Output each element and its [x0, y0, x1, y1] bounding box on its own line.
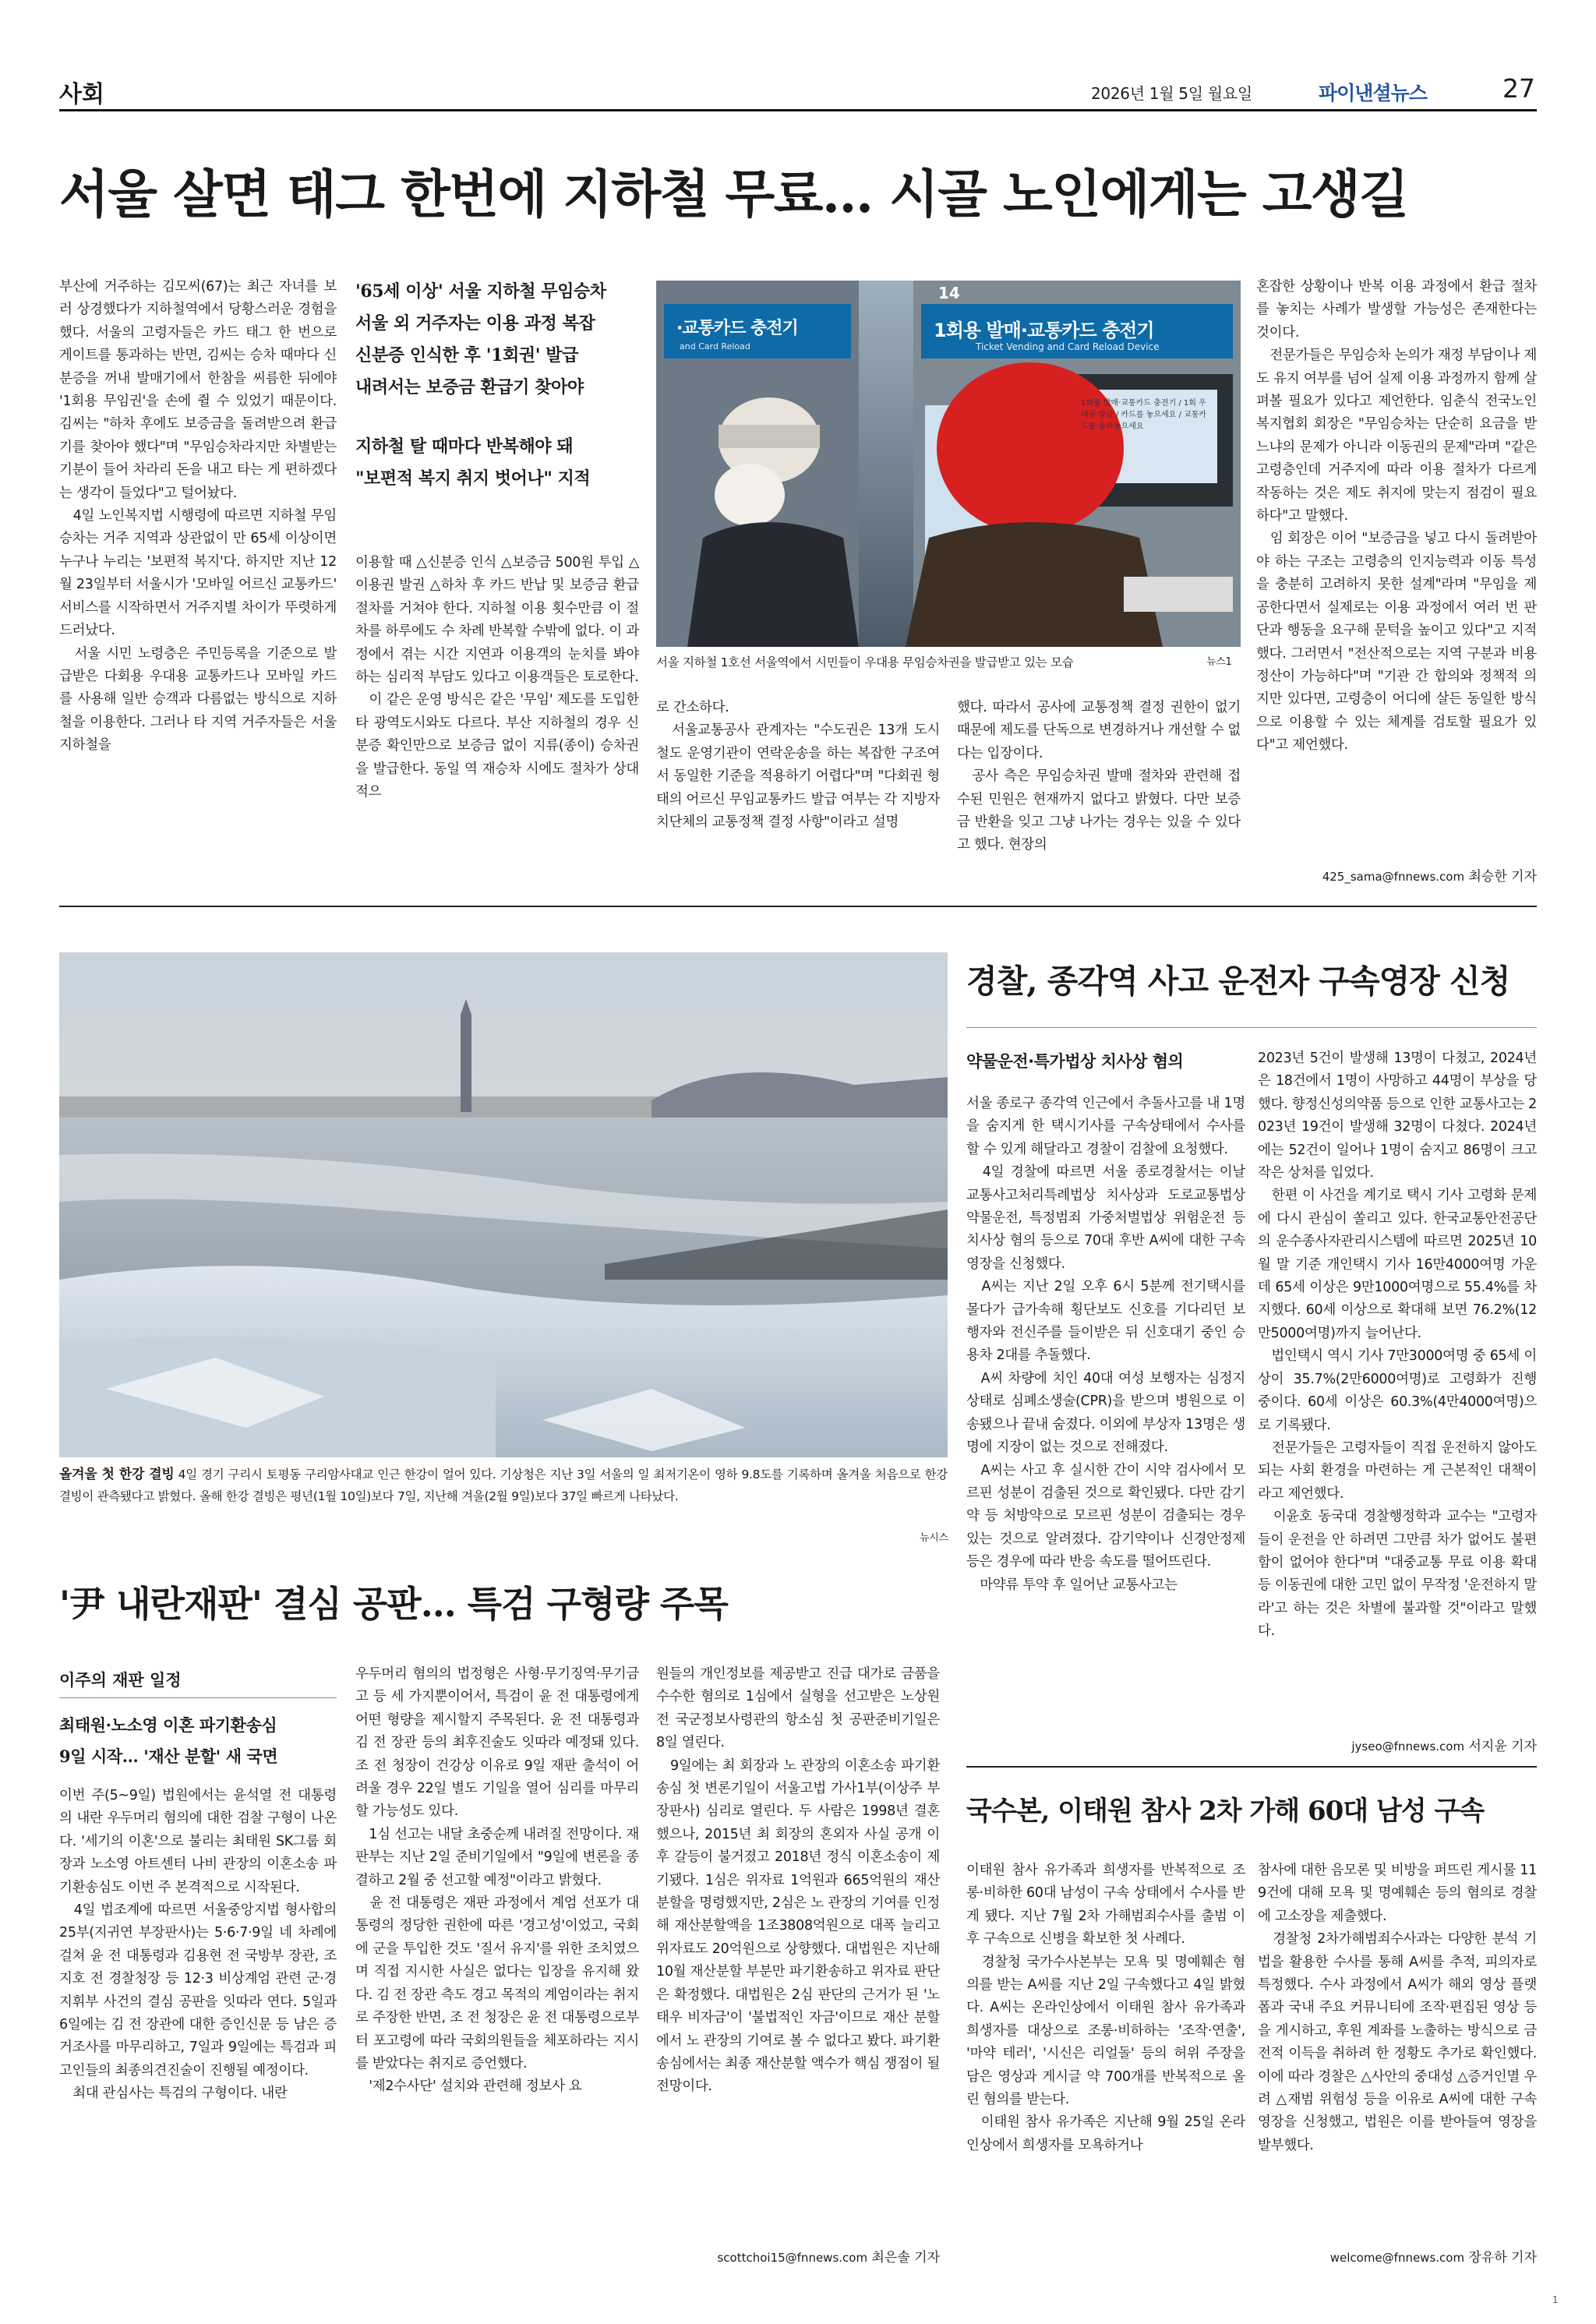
story4-headline: 국수본, 이태원 참사 2차 가해 60대 남성 구속 [966, 1796, 1485, 1827]
machine-sign: 1회용 발매·교통카드 충전기 [934, 320, 1154, 341]
machine-screen-text: 1회용 발매·교통카드 충전기 / 1회 우대권 발급 / 카드를 놓으세요 / 교통카드를 올려놓으세요 [1081, 399, 1207, 431]
subway-photo-caption: 서울 지하철 1호선 서울역에서 시민들이 우대용 무임승차권을 발급받고 있는 모습 [656, 655, 1074, 669]
story1-col5: 혼잡한 상황이나 반복 이용 과정에서 환급 절차를 놓치는 사례가 발생할 가능성은 존재한다는 것이다. 전문가들은 무임승차 논의가 재정 부담이나 제도 유지 여부를 넘어 실제 이용 과정까지 함께 살펴볼 필요가 있다고 제언한다. 임춘식 전국노인복지협회 회장은 "무임승차는 단순히 요금을 받느냐의 문제가 아니라 이동권의 문제"라며 "같은 고령층인데 거주지에 따라 이용 절차가 다르게 작동하는 것은 제도 취지에 맞는지 점검이 필요하다"고 말했다. 임 회장은 이어 "보증금을 넣고 다시 돌려받아야 하는 구조는 고령층의 인지능력과 이동 특성을 충분히 고려하지 못한 설계"라며 "무임을 제공한다면서 실제로는 이용 과정에서 여러 번 판단과 행동을 요구해 문턱을 높이고 있다"고 지적했다. 그러면서 "전산적으로는 지역 구분과 비용 정산이 가능하다"며 "기관 간 합의와 정책적 의지만 있다면, 고령층이 어디에 살든 동일한 방식으로 이용할 수 있는 체계를 검토할 필요가 있다"고 제언했다. [1256, 279, 1537, 754]
story1-col4: 했다. 따라서 공사에 교통정책 결정 권한이 없기 때문에 제도를 단독으로 변경하거나 개선할 수 없다는 입장이다. 공사 측은 무임승차권 발매 절차와 관련해 접수된 민원은 현재까지 없다고 밝혔다. 다만 보증금 반환을 잊고 그냥 나가는 경우는 있을 수 있다고 했다. 현장의 [957, 700, 1241, 853]
header-rule [59, 109, 1537, 111]
story2-byline-name: 서지윤 기자 [1468, 1739, 1537, 1754]
machine-sign-left: ·교통카드 충전기 [676, 319, 798, 338]
story2-col2: 2023년 5건이 발생해 13명이 다쳤고, 2024년은 18건에서 1명이 사망하고 44명이 부상을 당했다. 향정신성의약품 등으로 인한 교통사고는 2023년 19건이 발생해 32명이 다쳤다. 2024년에는 52건이 일어나 1명이 숨지고 86명이 크고 작은 상처를 입었다. 한편 이 사건을 계기로 택시 기사 고령화 문제에 다시 관심이 쏠리고 있다. 한국교통안전공단의 운수종사자관리시스템에 따르면 2025년 10월 말 기준 개인택시 기사 16만4000여명 가운데 65세 이상은 9만1000여명으로 55.4%를 차지했다. 60세 이상으로 확대해 보면 76.2%(12만5000여명)까지 늘어난다. 법인택시 역시 기사 7만3000여명 중 65세 이상이 35.7%(2만6000여명)로 고령화가 진행 중이다. 60세 이상은 60.3%(4만4000여명)으로 기록됐다. 전문가들은 고령자들이 직접 운전하지 않아도 되는 사회 환경을 마련하는 게 근본적인 대책이라고 제언했다. 이윤호 동국대 경찰행정학과 교수는 "고령자들이 운전을 안 하려면 그만큼 차가 없어도 불편함이 없어야 한다"며 "대중교통 무료 이용 확대 등 이동권에 대한 고민 없이 무작정 '운전하지 말라'고 하는 것은 차별에 불과할 것"이라고 말했다. [1258, 1051, 1537, 1640]
story1-headline: 서울 살면 태그 한번에 지하철 무료… 시골 노인에게는 고생길 [59, 164, 1408, 224]
issue-date: 2026년 1월 5일 월요일 [1091, 84, 1252, 103]
story4-byline-email: welcome@fnnews.com [1329, 2251, 1465, 2265]
story3-subhead: 이주의 재판 일정 [59, 1671, 182, 1690]
story1-bottom-rule [59, 906, 1537, 907]
footer-page-mark: 1 [1552, 2294, 1559, 2305]
machine-sign-en: Ticket Vending and Card Reload Device [976, 341, 1160, 352]
machine-sign-left-en: and Card Reload [680, 341, 750, 351]
story1-col2: 이용할 때 △신분증 인식 △보증금 500원 투입 △이용권 발권 △하차 후 카드 반납 및 보증금 환급 절차를 거쳐야 한다. 지하철 이용 횟수만큼 이 절차를 하루에도 수 차례 반복할 수밖에 없다. 이 과정에서 겪는 시간 지연과 이용객의 눈치를 봐야 하는 심리적 부담도 있다고 이용객들은 토로한다. 이 같은 운영 방식은 같은 '무임' 제도를 도입한 타 광역도시와도 다르다. 부산 지하철의 경우 신분증 확인만으로 보증금 없이 지류(종이) 승차권을 발급한다. 동일 역 재승차 시에도 절차가 상대적으 [355, 555, 639, 800]
subway-photo-credit: 뉴스1 [1206, 656, 1232, 668]
story4-byline [1258, 2246, 1537, 2266]
story4-byline-name: 장유하 기자 [1468, 2250, 1537, 2266]
story3-col2: 우두머리 혐의의 법정형은 사형·무기징역·무기금고 등 세 가지뿐이어서, 특검이 윤 전 대통령에게 어떤 형량을 제시할지 주목된다. 윤 전 대통령과 김 전 장관 등의 최후진술도 잇따라 예정돼 있다. 조 전 청장이 건강상 이유로 9일 재판 출석이 어려울 경우 22일 별도 기일을 열어 심리를 마무리할 가능성도 있다. 1심 선고는 내달 초중순께 내려질 전망이다. 재판부는 지난 2일 준비기일에서 "9일에 변론을 종결하고 2월 중 선고할 예정"이라고 밝혔다. 윤 전 대통령은 재판 과정에서 계엄 선포가 대통령의 정당한 권한에 따른 '경고성'이었고, 국회에 군을 투입한 것도 '질서 유지'를 위한 조치였으며 직접 지시한 사실은 없다는 입장을 유지해 왔다. 김 전 장관 측도 경고 목적의 계엄이라는 취지로 주장한 반면, 조 전 청장은 윤 전 대통령으로부터 포고령에 따라 국회의원들을 체포하라는 지시를 받았다는 취지로 증언했다. '제2수사단' 설치와 관련해 정보사 요 [355, 1666, 639, 2095]
subway-photo [656, 281, 1241, 647]
story1-subheads: '65세 이상' 서울 지하철 무임승차 서울 외 거주자는 이용 과정 복잡 신분증 인식한 후 '1회권' 발급 내려서는 보증금 환급기 찾아야 [355, 281, 606, 397]
story4-col1: 이태원 참사 유가족과 희생자를 반복적으로 조롱·비하한 60대 남성이 구속 상태에서 수사를 받게 됐다. 지난 7월 2차 가해범죄수사를 출범 이후 구속으로 신병을 확보한 첫 사례다. 경찰청 국가수사본부는 모욕 및 명예훼손 혐의를 받는 A씨를 지난 2일 구속했다고 4일 밝혔다. A씨는 온라인상에서 이태원 참사 유가족과 희생자를 대상으로 조롱·비하하는 '조작·연출', '마약 테러', '시신은 리얼돌' 등의 허위 주장을 담은 영상과 게시글 약 700개를 반복적으로 올린 혐의를 받는다. 이태원 참사 유가족은 지난해 9월 25일 온라인상에서 희생자를 모욕하거나 [966, 1863, 1245, 2153]
story2-col1: 서울 종로구 종각역 인근에서 추돌사고를 내 1명을 숨지게 한 택시기사를 구속상태에서 수사를 할 수 있게 해달라고 경찰이 검찰에 요청했다. 4일 경찰에 따르면 서울 종로경찰서는 이날 교통사고처리특례법상 치사상과 도로교통법상 약물운전, 특정범죄 가중처벌법상 위험운전 등 치사상 혐의 등으로 70대 후반 A씨에 대한 구속영장을 신청했다. A씨는 지난 2일 오후 6시 5분께 전기택시를 몰다가 급가속해 횡단보도 신호를 기다리던 보행자와 전신주를 들이받은 뒤 신호대기 중인 승용차 2대를 추돌했다. A씨 차량에 치인 40대 여성 보행자는 심정지 상태로 심폐소생술(CPR)을 받으며 병원으로 이송됐으나 끝내 숨졌다. 이외에 부상자 13명은 생명에 지장이 없는 것으로 전해졌다. A씨는 사고 후 실시한 간이 시약 검사에서 모르핀 성분이 검출된 것으로 확인됐다. 다만 감기약 등 처방약으로 모르핀 성분이 검출되는 경우 있는 것으로 알려졌다. 감기약이나 신경안정제 등은 경우에 따라 반응 속도를 떨어뜨린다. 마약류 투약 후 일어난 교통사고는 [966, 1096, 1245, 1593]
han-river-photo [59, 952, 948, 1457]
story1-byline-email: 425_sama@fnnews.com [1322, 870, 1465, 884]
story2-byline [1258, 1735, 1537, 1754]
story2-headline-rule [966, 1027, 1537, 1028]
story4-col2: 참사에 대한 음모론 및 비방을 퍼뜨린 게시물 119건에 대해 모욕 및 명예훼손 등의 혐의로 경찰에 고소장을 제출했다. 경찰청 2차가해범죄수사과는 다양한 분석 기법을 활용한 수사를 통해 A씨를 추적, 피의자로 특정했다. 수사 과정에서 A씨가 해외 영상 플랫폼과 국내 주요 커뮤니티에 조작·편집된 영상 등을 게시하고, 후원 계좌를 노출하는 방식으로 금전적 이득을 취하려 한 정황도 추가로 확인했다. 이에 따라 경찰은 △사안의 중대성 △증거인멸 우려 △재범 위험성 등을 이유로 A씨에 대한 구속영장을 신청했고, 법원은 이를 받아들여 영장을 발부했다. [1258, 1863, 1537, 2153]
story3-col1: 이번 주(5~9일) 법원에서는 윤석열 전 대통령의 내란 우두머리 혐의에 대한 검찰 구형이 나온다. '세기의 이혼'으로 불리는 최태원 SK그룹 회장과 노소영 아트센터 나비 관장의 이혼소송 파기환송심도 이번 주 본격적으로 시작된다. 4일 법조계에 따르면 서울중앙지법 형사합의25부(지귀연 부장판사)는 5·6·7·9일 네 차례에 걸쳐 윤 전 대통령과 김용현 전 국방부 장관, 조지호 전 경찰청장 등 12·3 비상계엄 관련 군·경 지휘부 사건의 결심 공판을 잇따라 연다. 5일과 6일에는 김 전 장관에 대한 증인신문 등 남은 증거조사를 마무리하고, 7일과 9일에는 특검과 피고인들의 최종의견진술이 진행될 예정이다. 최대 관심사는 특검의 구형이다. 내란 [59, 1788, 337, 2102]
section-label: 사회 [59, 81, 104, 108]
brand-logo: 파이낸셜뉴스 [1319, 82, 1427, 104]
han-river-caption-text: 4일 경기 구리시 토평동 구리암사대교 인근 한강이 얼어 있다. 기상청은 지난 3일 서울의 일 최저기온이 영하 9.8도를 기록하며 올겨울 처음으로 한강 결빙이 관측됐다고 밝혔다. 올해 한강 결빙은 평년(1월 10일)보다 7일, 지난해 겨울(2월 9일)보다 37일 빠르게 나타났다. [59, 1468, 948, 1503]
story1-col3: 로 간소하다. 서울교통공사 관계자는 "수도권은 13개 도시철도 운영기관이 연락운송을 하는 복잡한 구조여서 동일한 기준을 적용하기 어렵다"며 "다회권 형태의 어르신 무임교통카드 발급 여부는 각 지방자치단체의 교통정책 결정 사항"이라고 설명 [656, 700, 940, 831]
story2-headline: 경찰, 종각역 사고 운전자 구속영장 신청 [966, 962, 1510, 1000]
story1-byline [1256, 865, 1537, 885]
story1-col1: 부산에 거주하는 김모씨(67)는 최근 자녀를 보러 상경했다가 지하철역에서 당황스러운 경험을 했다. 서울의 고령자들은 카드 태그 한 번으로 게이트를 통과하는 반면, 김씨는 승차 때마다 신분증을 꺼내 발매기에서 한참을 씨름한 뒤에야 '1회용 무임권'을 손에 쥘 수 있었기 때문이다. 김씨는 "하차 후에도 보증금을 돌려받으려 환급기를 찾아야 했다"며 "무임승차라지만 차별받는 기분이 들어 차라리 돈을 내고 타는 게 편하겠다는 생각이 들었다"고 털어놨다. 4일 노인복지법 시행령에 따르면 지하철 무임승차는 거주 지역과 상관없이 만 65세 이상이면 누구나 누리는 '보편적 복지'다. 하지만 지난 12월 23일부터 서울시가 '모바일 어르신 교통카드' 서비스를 시작하면서 거주지별 차이가 뚜렷하게 드러났다. 서울 시민 노령층은 주민등록을 기준으로 발급받은 다회용 우대용 교통카드나 모바일 카드를 사용해 일반 승객과 다름없는 방식으로 지하철을 이용한다. 그러나 타 지역 거주자들은 서울 지하철을 [59, 279, 337, 754]
machine-number: 14 [938, 284, 960, 302]
story3-subhead-rule [59, 1697, 337, 1698]
story3-col3: 원들의 개인정보를 제공받고 진급 대가로 금품을 수수한 혐의로 1심에서 실형을 선고받은 노상원 전 국군정보사령관의 항소심 첫 공판준비기일은 8일 열린다. 9일에는 최 회장과 노 관장의 이혼소송 파기환송심 첫 변론기일이 서울고법 가사1부(이상주 부장판사) 심리로 열린다. 두 사람은 1998년 결혼했으나, 2015년 최 회장의 혼외자 사실 공개 이후 갈등이 불거졌고 2018년 정식 이혼소송이 제기됐다. 1심은 위자료 1억원과 665억원의 재산분할을 명령했지만, 2심은 노 관장의 기여를 인정해 재산분할액을 1조3808억원으로 대폭 늘리고 위자료도 20억원으로 상향했다. 대법원은 지난해 10월 재산분할 부분만 파기환송하고 위자료 판단은 확정했다. 대법원은 2심 판단의 근거가 된 '노태우 비자금'이 '불법적인 자금'이므로 재산 분할에서 노 관장의 기여로 볼 수 없다고 봤다. 파기환송심에서는 최종 재산분할 액수가 핵심 쟁점이 될 전망이다. [656, 1666, 940, 2095]
story1-byline-name: 최승한 기자 [1468, 869, 1537, 885]
han-river-caption [59, 1464, 948, 1507]
story2-byline-email: jyseo@fnnews.com [1351, 1739, 1465, 1754]
han-river-caption-title: 올겨울 첫 한강 결빙 [59, 1467, 175, 1482]
story3-byline-name: 최은솔 기자 [871, 2250, 940, 2266]
han-river-photo-image [59, 952, 948, 1457]
story3-byline [656, 2246, 940, 2266]
story4-top-rule [966, 1766, 1537, 1768]
story3-byline-email: scottchoi15@fnnews.com [717, 2251, 868, 2265]
story3-subhead2: 최태원·노소영 이혼 파기환송심 9일 시작… '재산 분할' 새 국면 [59, 1715, 278, 1766]
story1-subheads2: 지하철 탈 때마다 반복해야 돼 "보편적 복지 취지 벗어나" 지적 [355, 436, 591, 489]
story3-headline: '尹 내란재판' 결심 공판… 특검 구형량 주목 [59, 1583, 728, 1625]
han-river-credit: 뉴시스 [920, 1532, 948, 1544]
story2-subhead: 약물운전·특가법상 치사상 혐의 [966, 1052, 1184, 1071]
page-number: 27 [1502, 73, 1535, 104]
